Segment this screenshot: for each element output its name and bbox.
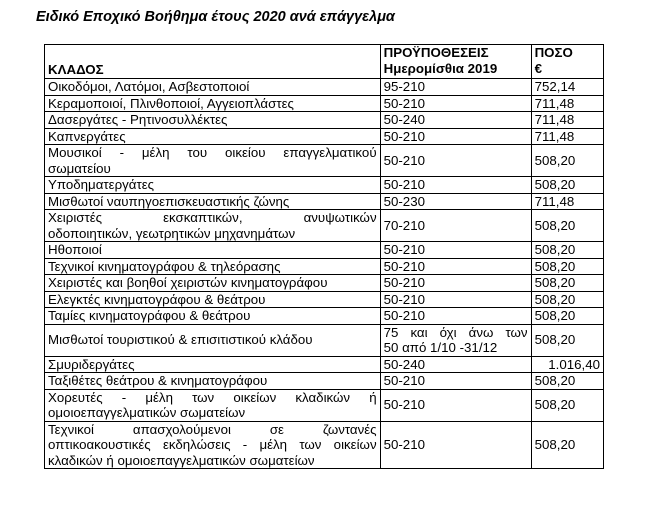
sector-cell: Ταξιθέτες θεάτρου & κινηματογράφου [45,373,381,390]
sector-cell [45,145,381,177]
conditions-cell: 50-210 [380,308,531,325]
conditions-cell: 50-210 [380,95,531,112]
page-title: Ειδικό Εποχικό Βοήθημα έτους 2020 ανά επάγγελμα [36,9,395,25]
sector-cell: Χειριστές και βοηθοί χειριστών κινηματογράφου [45,275,381,292]
table-row [45,145,604,177]
conditions-cell: 50-210 [380,291,531,308]
amount-cell: 508,20 [531,145,603,177]
header-amount-line1: ΠΟΣΟ [534,45,573,60]
sector-cell [45,389,381,421]
table-row [45,128,604,145]
conditions-cell: 50-210 [380,373,531,390]
sector-line: οδοποιητικών, γεωτρητικών μηχανημάτων [48,225,296,241]
table-row [45,79,604,96]
sector-cell: Μισθωτοί ναυπηγοεπισκευαστικής ζώνης [45,193,381,210]
conditions-cell: 50-210 [380,389,531,421]
amount-cell: 711,48 [531,128,603,145]
table-header-row [45,45,604,79]
conditions-cell: 50-210 [380,242,531,259]
conditions-cell: 50-210 [380,275,531,292]
table-row [45,193,604,210]
amount-cell: 508,20 [531,210,603,242]
table-row [45,275,604,292]
amount-cell: 508,20 [531,242,603,259]
header-conditions [380,45,531,79]
amount-cell: 711,48 [531,112,603,129]
sector-cell: Υποδηματεργάτες [45,177,381,194]
sector-cell [45,421,381,469]
sector-cell: Μισθωτοί τουριστικού & επισιτιστικού κλάδου [45,324,381,356]
header-conditions-line2: Ημερομίσθια 2019 [383,60,498,76]
amount-cell: 508,20 [531,421,603,469]
allowance-table [44,44,604,469]
table-row [45,308,604,325]
sector-cell [45,210,381,242]
table-row [45,389,604,421]
sector-line: κλαδικών ή ομοιοεπαγγελματικών σωματείων [48,452,315,468]
sector-cell: Οικοδόμοι, Λατόμοι, Ασβεστοποιοί [45,79,381,96]
sector-cell: Ταμίες κινηματογράφου & θεάτρου [45,308,381,325]
conditions-cell: 50-240 [380,356,531,373]
table-row [45,356,604,373]
table-row [45,291,604,308]
sector-line: Τεχνικοί απασχολούμενοι σε ζωντανές [48,421,377,437]
amount-cell: 508,20 [531,275,603,292]
sector-cell: Τεχνικοί κινηματογράφου & τηλεόρασης [45,258,381,275]
amount-cell: 508,20 [531,177,603,194]
table-row [45,95,604,112]
amount-cell: 711,48 [531,95,603,112]
header-amount [531,45,603,79]
table-row [45,421,604,469]
conditions-cell: 70-210 [380,210,531,242]
conditions-cell: 50-210 [380,177,531,194]
amount-cell: 508,20 [531,258,603,275]
sector-line: Χειριστές εκσκαπτικών, ανυψωτικών [48,210,377,225]
sector-cell: Δασεργάτες - Ρητινοσυλλέκτες [45,112,381,129]
table-row [45,210,604,242]
conditions-cell: 50-230 [380,193,531,210]
sector-line: Χορευτές - μέλη των οικείων κλαδικών ή [48,389,377,405]
sector-line: σωματείου [48,160,111,176]
header-amount-line2: € [534,60,542,76]
table-row [45,242,604,259]
amount-cell: 1.016,40 [531,356,603,373]
table-row [45,112,604,129]
amount-cell: 752,14 [531,79,603,96]
sector-cell: Ελεγκτές κινηματογράφου & θεάτρου [45,291,381,308]
sector-cell: Κεραμοποιοί, Πλινθοποιοί, Αγγειοπλάστες [45,95,381,112]
amount-cell: 508,20 [531,308,603,325]
conditions-cell: 50-210 [380,421,531,469]
table-row [45,177,604,194]
conditions-cell: 50-210 [380,128,531,145]
sector-cell: Καπνεργάτες [45,128,381,145]
table-row [45,258,604,275]
amount-cell: 508,20 [531,291,603,308]
amount-cell: 711,48 [531,193,603,210]
conditions-cell: 50-210 [380,258,531,275]
header-conditions-line1: ΠΡΟΫΠΟΘΕΣΕΙΣ [383,45,489,60]
table-row [45,324,604,356]
sector-line: Μουσικοί - μέλη του οικείου επαγγελματικού [48,145,377,160]
sector-line: ομοιοεπαγγελματικών σωματείων [48,405,246,420]
header-sector: ΚΛΑΔΟΣ [45,45,381,79]
conditions-line: 50 από 1/10 -31/12 [383,340,498,355]
amount-cell: 508,20 [531,389,603,421]
sector-cell: Ηθοποιοί [45,242,381,259]
conditions-cell: 50-240 [380,112,531,129]
conditions-line: 75 και όχι άνω των [383,324,528,340]
conditions-cell [380,324,531,356]
conditions-cell: 50-210 [380,145,531,177]
sector-line: οπτικοακουστικές εκδηλώσεις - μέλη των οικείων [48,437,377,452]
sector-cell: Σμυριδεργάτες [45,356,381,373]
amount-cell: 508,20 [531,373,603,390]
table-row [45,373,604,390]
conditions-cell: 95-210 [380,79,531,96]
amount-cell: 508,20 [531,324,603,356]
